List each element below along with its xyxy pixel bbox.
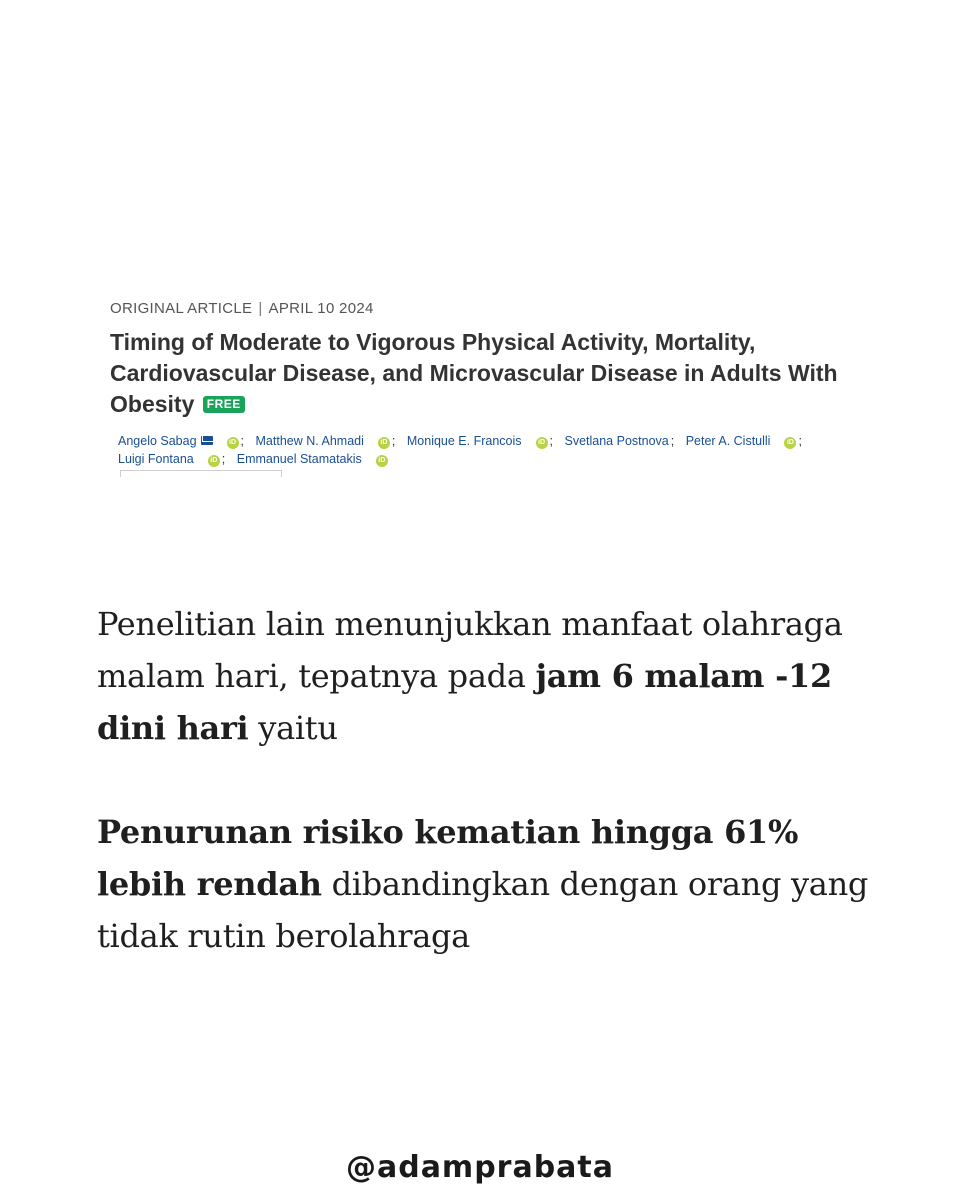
orcid-icon[interactable]: iD [376, 455, 388, 467]
article-title [110, 327, 910, 420]
author-item [256, 432, 404, 450]
body-text [97, 598, 897, 962]
author-item [407, 432, 561, 450]
author-name-link[interactable]: Emmanuel Stamatakis [236, 452, 362, 466]
article-date: APRIL 10 2024 [268, 300, 374, 317]
author-handle: @adamprabata [345, 1150, 615, 1185]
author-name-link[interactable]: Matthew N. Ahmadi [255, 434, 364, 448]
orcid-icon[interactable]: iD [227, 437, 239, 449]
free-badge: FREE [203, 396, 245, 413]
author-separator: ; [240, 434, 245, 448]
author-name-link[interactable]: Angelo Sabag [118, 434, 197, 448]
author-separator: ; [221, 452, 226, 466]
orcid-icon[interactable]: iD [208, 455, 220, 467]
article-type: ORIGINAL ARTICLE [110, 300, 253, 317]
paragraph-1 [97, 598, 897, 754]
author-item [564, 432, 682, 450]
orcid-icon[interactable]: iD [378, 437, 390, 449]
author-list [110, 432, 878, 468]
meta-separator: | [258, 300, 263, 317]
author-separator: ; [798, 434, 802, 448]
author-name-link[interactable]: Monique E. Francois [406, 434, 522, 448]
p2-text: dibandingkan dengan orang yang tidak rutin berolahraga [97, 865, 869, 955]
article-title-text: Timing of Moderate to Vigorous Physical Activity, Mortality, Cardiovascular Disease, and Microvascular Disease in Adults With Obesity [110, 329, 838, 417]
author-separator: ; [670, 434, 675, 448]
author-item [118, 450, 233, 468]
mail-icon[interactable] [201, 436, 213, 445]
p2-bold: Penurunan risiko kematian hingga 61% lebih rendah [97, 813, 799, 903]
cropped-box [120, 470, 282, 477]
author-item [686, 432, 810, 450]
paragraph-2 [97, 806, 897, 962]
article-meta [110, 300, 910, 317]
author-name-link[interactable]: Peter A. Cistulli [685, 434, 771, 448]
author-item [118, 432, 252, 450]
author-item [237, 450, 388, 468]
orcid-icon[interactable]: iD [784, 437, 796, 449]
author-name-link[interactable]: Luigi Fontana [118, 452, 194, 466]
author-name-link[interactable]: Svetlana Postnova [564, 434, 669, 448]
author-separator: ; [549, 434, 553, 448]
author-separator: ; [391, 434, 396, 448]
orcid-icon[interactable]: iD [536, 437, 548, 449]
p1-bold: jam 6 malam -12 dini hari [97, 657, 832, 747]
p1-text-a: Penelitian lain menunjukkan manfaat olahraga malam hari, tepatnya pada [97, 605, 843, 695]
article-header [110, 300, 910, 468]
p1-text-b: yaitu [248, 709, 338, 747]
